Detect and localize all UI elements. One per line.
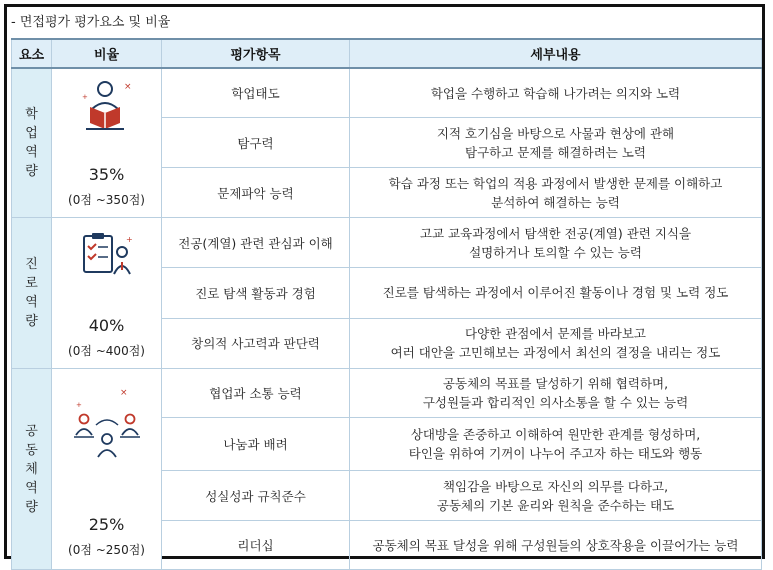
svg-text:+: + — [125, 235, 133, 244]
item-cell: 협업과 소통 능력 — [162, 369, 350, 418]
header-item: 평가항목 — [162, 39, 350, 68]
header-detail: 세부내용 — [350, 39, 762, 68]
range-community: (0점 ~250점) — [68, 543, 145, 557]
item-cell: 성실성과 규칙준수 — [162, 471, 350, 521]
svg-text:×: × — [123, 82, 132, 92]
item-cell: 탐구력 — [162, 118, 350, 168]
detail-cell: 책임감을 바탕으로 자신의 의무를 다하고, 공동체의 기본 윤리와 원칙을 준수하는 태도 — [350, 471, 762, 521]
range-academic: (0점 ~350점) — [68, 193, 145, 207]
header-element: 요소 — [12, 39, 52, 68]
item-cell: 나눔과 배려 — [162, 418, 350, 471]
detail-cell: 공동체의 목표 달성을 위해 구성원들의 상호작용을 이끌어가는 능력 — [350, 521, 762, 570]
detail-cell: 학업을 수행하고 학습해 나가려는 의지와 노력 — [350, 68, 762, 118]
header-row — [12, 39, 762, 68]
ratio-academic — [52, 68, 162, 218]
ratio-career — [52, 218, 162, 369]
detail-cell: 학습 과정 또는 학업의 적용 과정에서 발생한 문제를 이해하고 분석하여 해결하는 능력 — [350, 168, 762, 218]
evaluation-table — [11, 38, 762, 570]
item-cell: 리더십 — [162, 521, 350, 570]
header-ratio: 비율 — [52, 39, 162, 68]
percent-academic: 35% — [88, 165, 125, 184]
detail-cell: 진로를 탐색하는 과정에서 이루어진 활동이나 경험 및 노력 정도 — [350, 268, 762, 318]
item-cell: 창의적 사고력과 판단력 — [162, 318, 350, 368]
ratio-community — [52, 369, 162, 570]
element-academic: 학 업 역 량 — [12, 68, 52, 218]
detail-cell: 지적 호기심을 바탕으로 사물과 현상에 관해 탐구하고 문제를 해결하려는 노력 — [350, 118, 762, 168]
percent-career: 40% — [88, 316, 125, 335]
range-career: (0점 ~400점) — [68, 344, 145, 358]
table-row — [12, 218, 762, 268]
element-career: 진 로 역 량 — [12, 218, 52, 369]
community-people-icon — [70, 385, 144, 459]
detail-cell: 상대방을 존중하고 이해하여 원만한 관계를 형성하며, 타인을 위하여 기꺼이 나누어 주고자 하는 태도와 행동 — [350, 418, 762, 471]
evaluation-table-frame — [4, 4, 765, 559]
item-cell: 문제파악 능력 — [162, 168, 350, 218]
item-cell: 학업태도 — [162, 68, 350, 118]
detail-cell: 고교 교육과정에서 탐색한 전공(계열) 관련 지식을 설명하거나 토의할 수 있는 능력 — [350, 218, 762, 268]
svg-text:+: + — [75, 401, 82, 409]
student-reading-icon — [78, 79, 136, 131]
table-row — [12, 369, 762, 418]
detail-cell: 다양한 관점에서 문제를 바라보고 여러 대안을 고민해보는 과정에서 최선의 결정을 내리는 정도 — [350, 318, 762, 368]
detail-cell: 공동체의 목표를 달성하기 위해 협력하며, 구성원들과 합리적인 의사소통을 할 수 있는 능력 — [350, 369, 762, 418]
svg-text:+: + — [81, 93, 88, 101]
svg-text:×: × — [119, 388, 128, 398]
career-clipboard-icon — [78, 230, 136, 282]
element-community: 공 동 체 역 량 — [12, 369, 52, 570]
item-cell: 전공(계열) 관련 관심과 이해 — [162, 218, 350, 268]
item-cell: 진로 탐색 활동과 경험 — [162, 268, 350, 318]
table-caption: - 면접평가 평가요소 및 비율 — [11, 15, 171, 30]
percent-community: 25% — [88, 515, 125, 534]
table-row — [12, 68, 762, 118]
